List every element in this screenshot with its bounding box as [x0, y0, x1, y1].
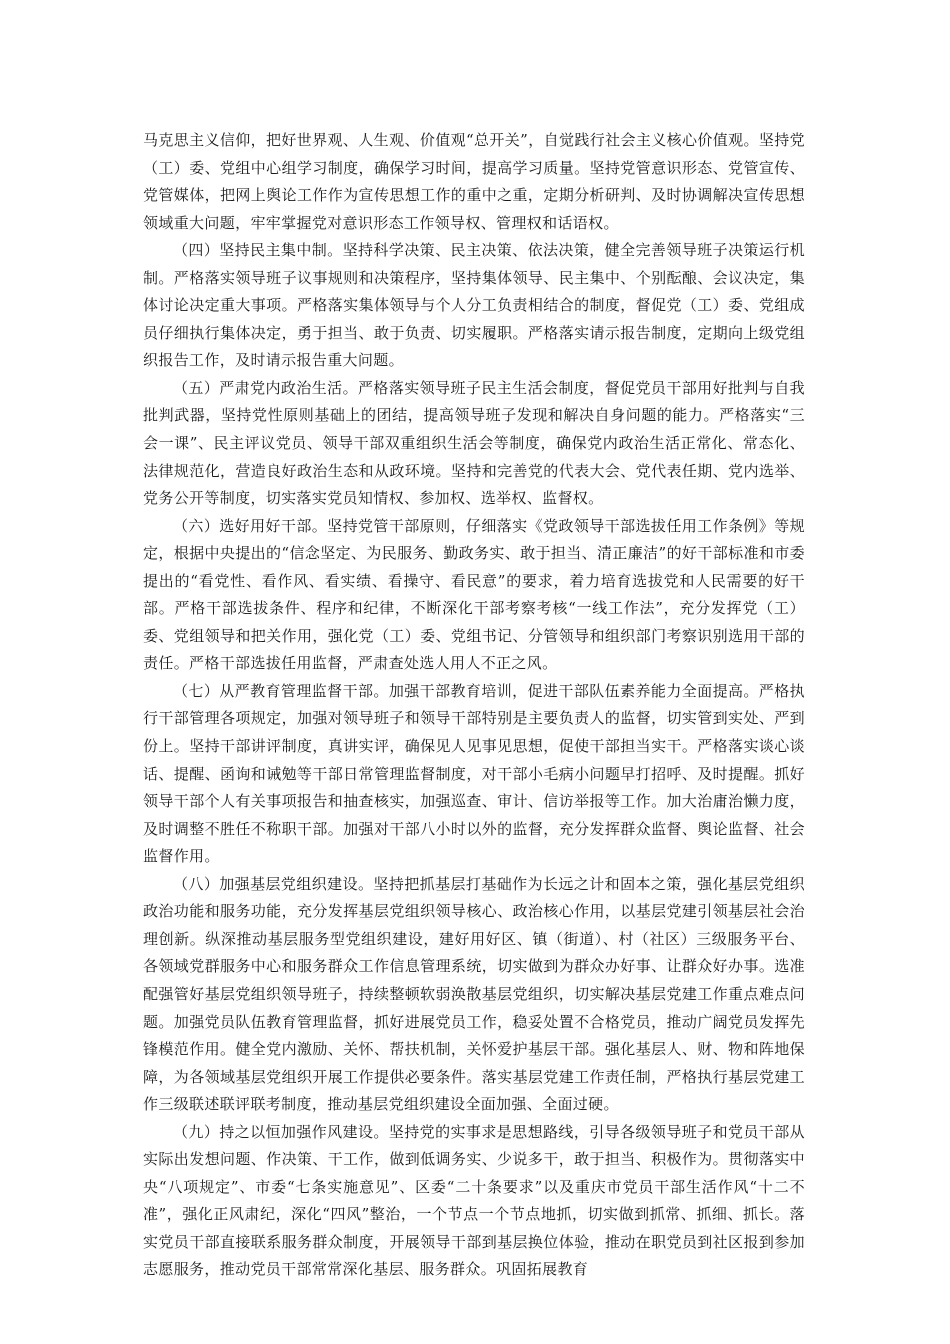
document-body: [143, 127, 805, 1284]
paragraph-continuation: 马克思主义信仰，把好世界观、人生观、价值观“总开关”，自觉践行社会主义核心价值观。坚持党（工）委、党组中心组学习制度，确保学习时间，提高学习质量。坚持党管意识形态、党管宣传、党管媒体，把网上舆论工作作为宣传思想工作的重中之重，定期分析研判、及时协调解决宣传思想领域重大问题，牢牢掌握党对意识形态工作领导权、管理权和话语权。: [143, 131, 805, 232]
paragraph-section-6: （六）选好用好干部。坚持党管干部原则，仔细落实《党政领导干部选拔任用工作条例》等规定，根据中央提出的“信念坚定、为民服务、勤政务实、敢于担当、清正廉洁”的好干部标准和市委提出的“看党性、看作风、看实绩、看操守、看民意”的要求，着力培育选拔党和人民需要的好干部。严格干部选拔条件、程序和纪律，不断深化干部考察考核“一线工作法”，充分发挥党（工）委、党组领导和把关作用，强化党（工）委、党组书记、分管领导和组织部门考察识别选用干部的责任。严格干部选拔任用监督，严肃查处选人用人不正之风。: [143, 516, 805, 673]
paragraph-section-7: （七）从严教育管理监督干部。加强干部教育培训，促进干部队伍素养能力全面提高。严格执行干部管理各项规定，加强对领导班子和领导干部特别是主要负责人的监督，切实管到实处、严到份上。坚持干部讲评制度，真讲实评，确保见人见事见思想，促使干部担当实干。严格落实谈心谈话、提醒、函询和诫勉等干部日常管理监督制度，对干部小毛病小问题早打招呼、及时提醒。抓好领导干部个人有关事项报告和抽查核实，加强巡查、审计、信访举报等工作。加大治庸治懒力度，及时调整不胜任不称职干部。加强对干部八小时以外的监督，充分发挥群众监督、舆论监督、社会监督作用。: [143, 681, 805, 866]
paragraph-section-8: （八）加强基层党组织建设。坚持把抓基层打基础作为长远之计和固本之策，强化基层党组织政治功能和服务功能，充分发挥基层党组织领导核心、政治核心作用，以基层党建引领基层社会治理创新。纵深推动基层服务型党组织建设，建好用好区、镇（街道）、村（社区）三级服务平台、各领域党群服务中心和服务群众工作信息管理系统，切实做到为群众办好事、让群众好办事。选准配强管好基层党组织领导班子，持续整顿软弱涣散基层党组织，切实解决基层党建工作重点难点问题。加强党员队伍教育管理监督，抓好进展党员工作，稳妥处置不合格党员，推动广阔党员发挥先锋模范作用。健全党内激励、关怀、帮扶机制，关怀爱护基层干部。强化基层人、财、物和阵地保障，为各领域基层党组织开展工作提供必要条件。落实基层党建工作责任制，严格执行基层党建工作三级联述联评联考制度，推动基层党组织建设全面加强、全面过硬。: [143, 874, 805, 1114]
paragraph-section-4: （四）坚持民主集中制。坚持科学决策、民主决策、依法决策，健全完善领导班子决策运行机制。严格落实领导班子议事规则和决策程序，坚持集体领导、民主集中、个别酝酿、会议决定，集体讨论决定重大事项。严格落实集体领导与个人分工负责相结合的制度，督促党（工）委、党组成员仔细执行集体决定，勇于担当、敢于负责、切实履职。严格落实请示报告制度，定期向上级党组织报告工作，及时请示报告重大问题。: [143, 241, 805, 370]
paragraph-section-5: （五）严肃党内政治生活。严格落实领导班子民主生活会制度，督促党员干部用好批判与自我批判武器，坚持党性原则基础上的团结，提高领导班子发现和解决自身问题的能力。严格落实“三会一课”、民主评议党员、领导干部双重组织生活会等制度，确保党内政治生活正常化、常态化、法律规范化，营造良好政治生态和从政环境。坚持和完善党的代表大会、党代表任期、党内选举、党务公开等制度，切实落实党员知情权、参加权、选举权、监督权。: [143, 378, 805, 508]
paragraph-section-9: （九）持之以恒加强作风建设。坚持党的实事求是思想路线，引导各级领导班子和党员干部从实际出发想问题、作决策、干工作，做到低调务实、少说多干，敢于担当、积极作为。贯彻落实中央“八项规定”、市委“七条实施意见”、区委“二十条要求”以及重庆市党员干部生活作风“十二不准”，强化正风肃纪，深化“四风”整治，一个节点一个节点地抓，切实做到抓常、抓细、抓长。落实党员干部直接联系服务群众制度，开展领导干部到基层换位体验，推动在职党员到社区报到参加志愿服务，推动党员干部常常深化基层、服务群众。巩固拓展教育: [143, 1122, 805, 1279]
